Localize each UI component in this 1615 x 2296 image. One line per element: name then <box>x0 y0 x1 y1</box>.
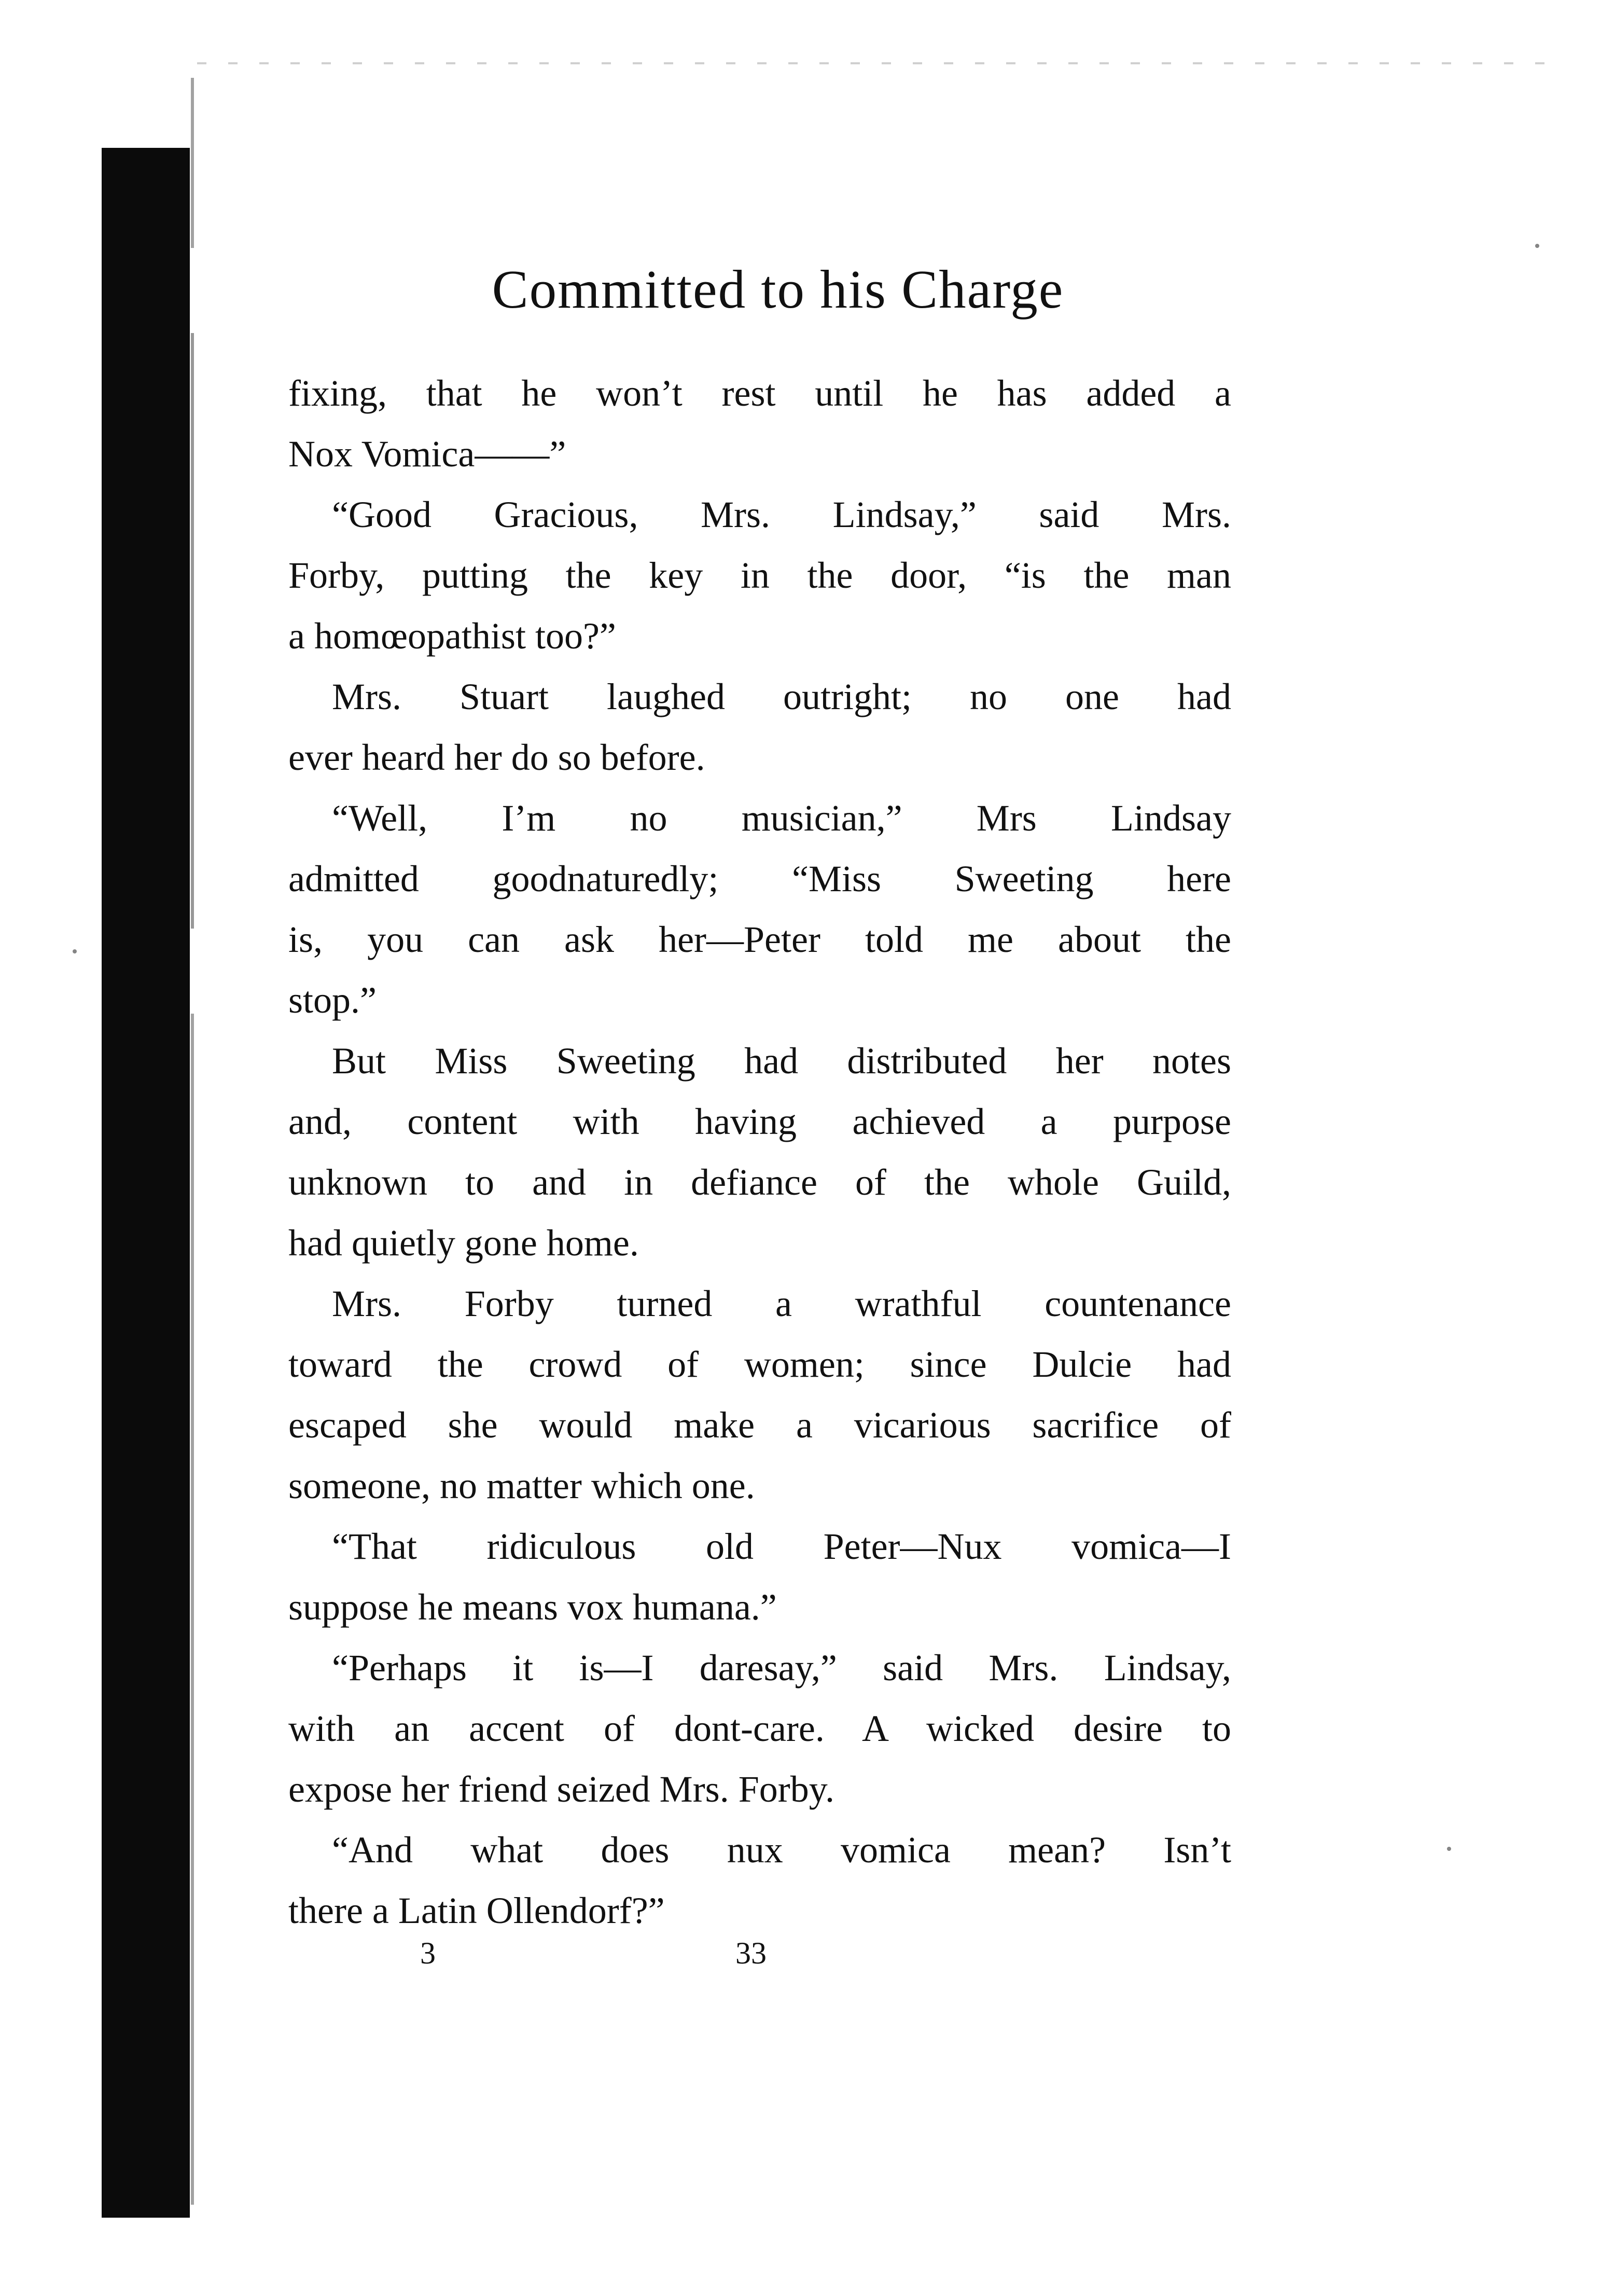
text-line: But Miss Sweeting had distributed her notes <box>332 1040 1231 1082</box>
text-line: is, you can ask her—Peter told me about the <box>288 919 1231 960</box>
scan-speck <box>1535 244 1539 248</box>
text-line: expose her friend seized Mrs. Forby. <box>288 1768 835 1810</box>
text-line: had quietly gone home. <box>288 1222 639 1264</box>
running-head: Committed to his Charge <box>492 259 1064 320</box>
text-line: unknown to and in defiance of the whole Guild, <box>288 1161 1231 1203</box>
text-line: Forby, putting the key in the door, “is the man <box>288 555 1231 596</box>
text-line: there a Latin Ollendorf?” <box>288 1890 665 1931</box>
scan-speck <box>1447 1847 1451 1851</box>
text-line: ever heard her do so before. <box>288 737 705 778</box>
text-line: and, content with having achieved a purpose <box>288 1101 1231 1142</box>
text-line: Mrs. Forby turned a wrathful countenance <box>332 1283 1231 1324</box>
scan-speck <box>73 949 77 953</box>
page-number: 33 <box>735 1936 767 1970</box>
text-line: fixing, that he won’t rest until he has added a <box>288 372 1231 414</box>
body-text <box>288 363 1231 1941</box>
text-line: admitted goodnaturedly; “Miss Sweeting here <box>288 858 1231 900</box>
text-line: “That ridiculous old Peter—Nux vomica—I <box>332 1526 1231 1567</box>
text-line: stop.” <box>288 979 377 1021</box>
text-line: Mrs. Stuart laughed outright; no one had <box>332 676 1231 717</box>
binding-shadow <box>102 148 190 2218</box>
text-line: “Good Gracious, Mrs. Lindsay,” said Mrs. <box>332 494 1231 535</box>
text-line: “And what does nux vomica mean? Isn’t <box>332 1829 1231 1871</box>
text-line: Nox Vomica——” <box>288 433 566 475</box>
text-line: “Perhaps it is—I daresay,” said Mrs. Lindsay, <box>332 1647 1231 1689</box>
text-line: suppose he means vox humana.” <box>288 1586 777 1628</box>
page-edge-line <box>191 78 194 2205</box>
text-line: a homœopathist too?” <box>288 615 616 657</box>
text-line: escaped she would make a vicarious sacrifice of <box>288 1404 1231 1446</box>
text-line: “Well, I’m no musician,” Mrs Lindsay <box>332 797 1231 839</box>
signature-mark: 3 <box>420 1936 436 1970</box>
text-line: with an accent of dont-care. A wicked desire to <box>288 1708 1231 1749</box>
top-edge-specks <box>197 62 1546 64</box>
text-line: toward the crowd of women; since Dulcie had <box>288 1344 1231 1385</box>
text-line: someone, no matter which one. <box>288 1465 755 1506</box>
